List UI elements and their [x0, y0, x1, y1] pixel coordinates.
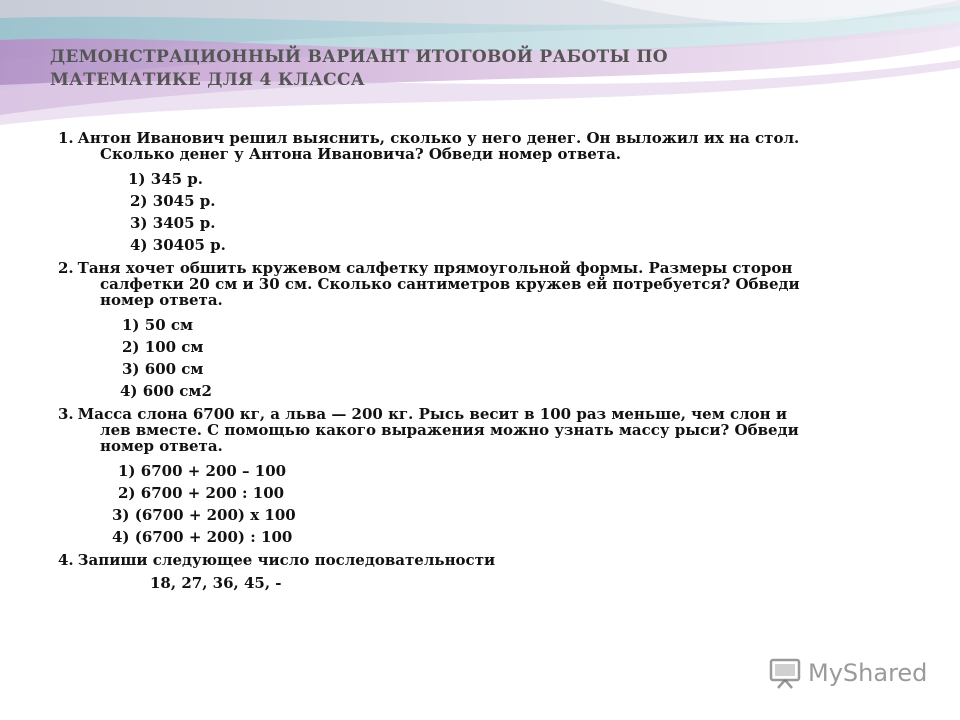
question-3	[58, 406, 908, 454]
question-text-cont: номер ответа.	[100, 437, 223, 455]
question-text: Антон Иванович решил выяснить, сколько у него денег. Он выложил их на стол.	[77, 129, 800, 147]
answer-options-1	[58, 168, 908, 256]
question-number: 2.	[58, 259, 74, 277]
question-text-cont: салфетки 20 см и 30 см. Сколько сантиметров кружев ей потребуется? Обведи	[100, 275, 800, 293]
answer-option: 2) 3045 р.	[130, 192, 216, 210]
title-line-1: ДЕМОНСТРАЦИОННЫЙ ВАРИАНТ ИТОГОВОЙ РАБОТЫ ПО	[50, 47, 668, 67]
question-number: 1.	[58, 129, 74, 147]
question-text-cont: номер ответа.	[100, 291, 223, 309]
watermark	[768, 656, 927, 690]
question-text: Масса слона 6700 кг, а льва — 200 кг. Рысь весит в 100 раз меньше, чем слон и	[77, 405, 787, 423]
task-list	[58, 130, 908, 594]
answer-option: 1) 345 р.	[128, 170, 203, 188]
number-sequence: 18, 27, 36, 45, -	[150, 574, 282, 592]
answer-option: 1) 6700 + 200 – 100	[118, 462, 287, 480]
watermark-text: MyShared	[808, 659, 928, 687]
answer-option: 3) 600 см	[122, 360, 204, 378]
projector-screen-icon	[768, 656, 802, 690]
answer-option: 3) (6700 + 200) х 100	[112, 506, 296, 524]
answer-option: 3) 3405 р.	[130, 214, 216, 232]
question-1	[58, 130, 908, 162]
question-text: Таня хочет обшить кружевом салфетку прямоугольной формы. Размеры сторон	[77, 259, 793, 277]
answer-option: 1) 50 см	[122, 316, 194, 334]
answer-option: 4) (6700 + 200) : 100	[112, 528, 293, 546]
answer-options-3	[58, 460, 908, 548]
question-number: 3.	[58, 405, 74, 423]
answer-option: 2) 6700 + 200 : 100	[118, 484, 285, 502]
question-4	[58, 552, 908, 568]
page-title	[50, 46, 910, 92]
question-text-cont: лев вместе. С помощью какого выражения можно узнать массу рыси? Обведи	[100, 421, 799, 439]
title-line-2: МАТЕМАТИКЕ ДЛЯ 4 КЛАССА	[50, 70, 365, 90]
question-text: Запиши следующее число последовательности	[77, 551, 496, 569]
answer-option: 4) 30405 р.	[130, 236, 226, 254]
question-number: 4.	[58, 551, 74, 569]
answer-option: 2) 100 см	[122, 338, 204, 356]
question-2	[58, 260, 908, 308]
answer-options-2	[58, 314, 908, 402]
question-text-cont: Сколько денег у Антона Ивановича? Обведи номер ответа.	[100, 145, 622, 163]
answer-option: 4) 600 см2	[120, 382, 212, 400]
